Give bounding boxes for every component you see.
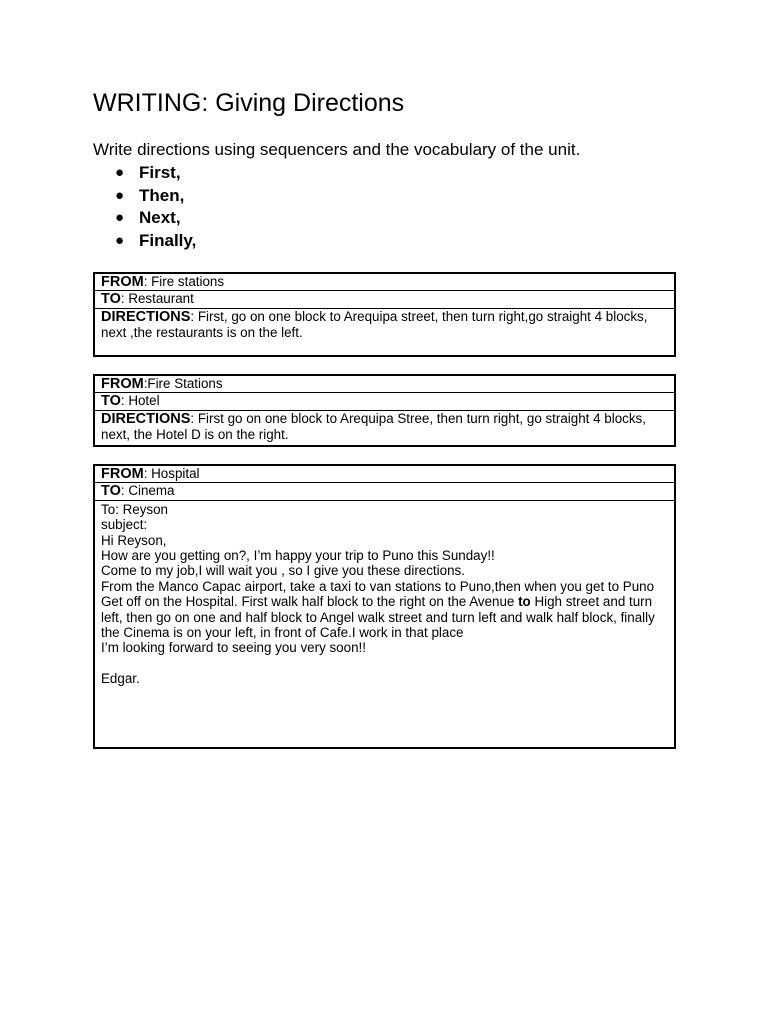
bullet-icon: ● [115,232,125,250]
letter-paragraph: From the Manco Capac airport, take a taxi to van stations to Puno,then when you get to Puno Get off on the Hospital. First walk half block to the right on the Avenue to High street and turn left, then go on one and half block to Angel walk street and turn left and walk half block, finally the Cinema is on your left, in front of Cafe.I work in that place [101,578,655,641]
from-value: :Fire Stations [143,375,223,391]
letter-line: How are you getting on?, I’m happy your trip to Puno this Sunday!! [101,548,495,564]
directions-value: : First, go on one block to Arequipa street, then turn right,go straight 4 blocks, next ,the restaurants is on the left. [101,308,648,341]
directions-value: : First go on one block to Arequipa Stree, then turn right, go straight 4 blocks, next, the Hotel D is on the right. [101,410,646,443]
document-page [93,88,676,749]
letter-subject-line: subject: [101,517,148,533]
directions-row [95,411,674,445]
to-row [95,393,674,411]
from-label: FROM [101,375,144,392]
letter-greeting: Hi Reyson, [101,532,167,548]
directions-label: DIRECTIONS [101,308,191,325]
directions-row [95,309,674,355]
letter-blank-line [101,656,668,671]
bullet-icon: ● [115,209,125,227]
letter-body [95,501,674,747]
instruction-text: Write directions using sequencers and the vocabulary of the unit. [93,140,581,159]
letter-to-line: To: Reyson [101,501,168,517]
list-item: ● Finally, [93,230,676,253]
from-label: FROM [101,465,144,482]
to-value: : Restaurant [120,291,194,307]
directions-box-1 [93,272,676,357]
to-row [95,483,674,501]
from-label: FROM [101,273,144,290]
to-label: TO [101,291,121,308]
from-row [95,466,674,484]
sequencer-list [93,162,676,253]
to-row [95,291,674,309]
letter-signature: Edgar. [101,671,140,687]
directions-box-2 [93,374,676,447]
directions-label: DIRECTIONS [101,410,191,427]
list-item: ● Then, [93,185,676,208]
from-row [95,274,674,292]
from-value: : Hospital [143,465,200,481]
bullet-icon: ● [115,186,125,204]
to-value: : Hotel [120,393,160,409]
letter-closing: I’m looking forward to seeing you very soon!! [101,640,366,656]
to-label: TO [101,393,121,410]
from-value: : Fire stations [143,273,225,289]
page-title: WRITING: Giving Directions [93,89,405,117]
letter-line: Come to my job,I will wait you , so I give you these directions. [101,563,465,579]
list-item: ● First, [93,162,676,185]
bullet-icon: ● [115,164,125,181]
from-row [95,376,674,394]
list-item: ● Next, [93,207,676,230]
to-value: : Cinema [120,483,175,499]
to-label: TO [101,483,121,500]
directions-box-3 [93,464,676,749]
